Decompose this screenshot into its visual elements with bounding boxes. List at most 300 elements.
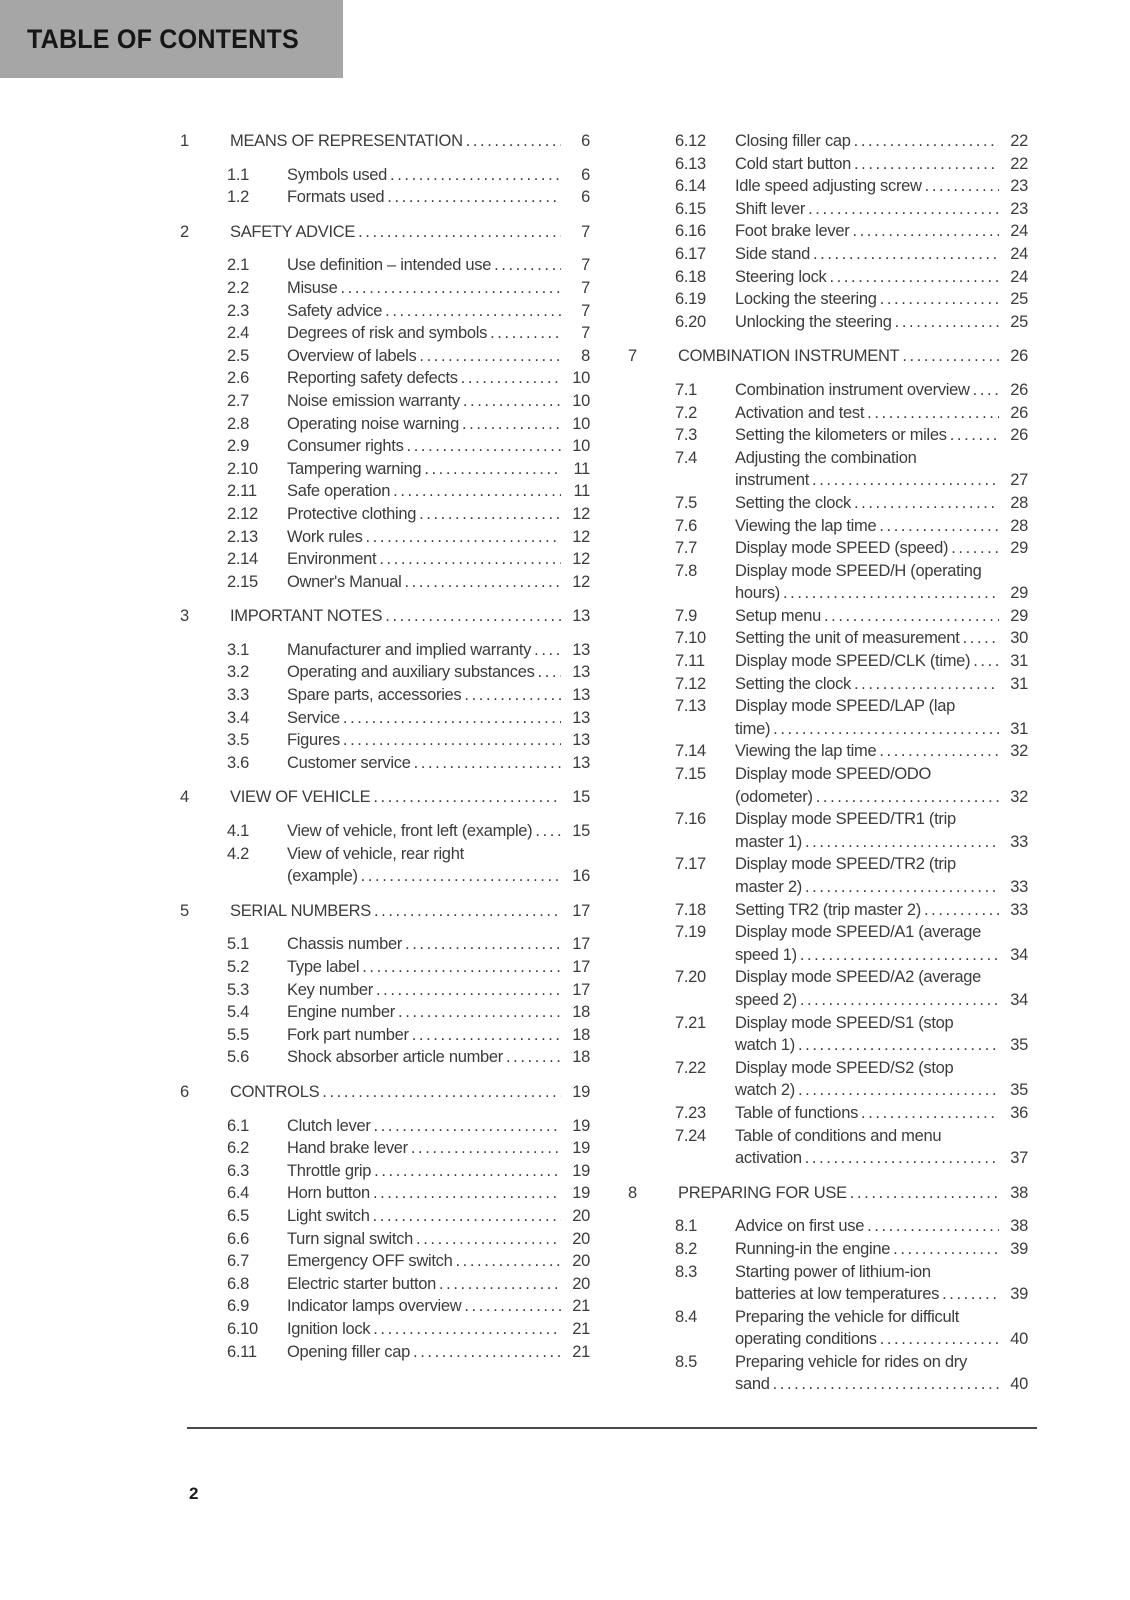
toc-entry <box>180 367 590 390</box>
toc-entry-title: Shock absorber article number <box>287 1048 503 1067</box>
toc-entry-title: Throttle grip <box>287 1161 372 1180</box>
toc-entry-title: Customer service <box>287 753 411 772</box>
toc-entry-title: Activation and test <box>735 403 865 422</box>
toc-entry <box>628 402 1028 425</box>
dot-leader <box>805 831 999 854</box>
toc-entry-body <box>735 515 1028 538</box>
toc-entry-line <box>735 899 1028 922</box>
dot-leader <box>416 1228 561 1251</box>
toc-entry <box>180 1318 590 1341</box>
toc-entry-title: Display mode SPEED/TR1 (trip <box>735 810 956 829</box>
toc-entry <box>180 413 590 436</box>
toc-entry-line <box>735 220 1028 243</box>
toc-entry-number: 6.20 <box>675 312 706 331</box>
toc-entry-page: 18 <box>572 1048 590 1067</box>
toc-entry-title: Formats used <box>287 188 385 207</box>
dot-leader <box>494 254 561 277</box>
toc-entry-title: Cold start button <box>735 154 851 173</box>
toc-entry-number: 3.3 <box>227 686 250 705</box>
dot-leader <box>464 1295 561 1318</box>
toc-entry-line <box>735 537 1028 560</box>
toc-entry-number: 7.24 <box>675 1126 706 1145</box>
toc-entry-title: Safety advice <box>287 301 383 320</box>
toc-entry-body <box>287 1295 590 1318</box>
toc-entry-page: 39 <box>1010 1239 1028 1258</box>
toc-entry-number: 6.3 <box>227 1161 250 1180</box>
toc-entry-title: Display mode SPEED/LAP (lap <box>735 697 955 716</box>
toc-section-title: VIEW OF VEHICLE <box>230 788 371 807</box>
toc-entry <box>180 345 590 368</box>
toc-columns <box>180 130 1028 1396</box>
dot-leader <box>343 729 561 752</box>
toc-entry-number: 6.4 <box>227 1184 250 1203</box>
toc-entry <box>180 684 590 707</box>
toc-entry <box>628 424 1028 447</box>
toc-entry-body <box>735 673 1028 696</box>
dot-leader <box>463 390 561 413</box>
toc-entry-number: 7.11 <box>675 652 705 671</box>
toc-entry <box>628 1306 1028 1351</box>
toc-entry-body <box>735 130 1028 153</box>
toc-entry <box>180 548 590 571</box>
toc-entry <box>628 198 1028 221</box>
dot-leader <box>387 186 561 209</box>
toc-entry-number: 6.14 <box>675 177 706 196</box>
toc-entry-title: Ignition lock <box>287 1319 371 1338</box>
toc-entry-number: 7.4 <box>675 448 698 467</box>
toc-entry-body <box>735 1012 1028 1057</box>
toc-section-number: 7 <box>628 347 637 366</box>
toc-entry-page: 7 <box>581 301 590 320</box>
toc-entry-line <box>287 435 590 458</box>
toc-entry-line <box>735 1125 1028 1148</box>
toc-entry-page: 13 <box>572 753 590 772</box>
dot-leader <box>424 458 561 481</box>
toc-entry-page: 6 <box>581 165 590 184</box>
toc-entry-line <box>287 729 590 752</box>
toc-entry-title-wrap: sand <box>735 1375 770 1394</box>
toc-entry-title: Safe operation <box>287 482 391 501</box>
dot-leader <box>411 1137 561 1160</box>
dot-leader <box>455 1250 561 1273</box>
toc-entry-body <box>287 684 590 707</box>
toc-entry-line <box>735 718 1028 741</box>
toc-entry-page: 40 <box>1010 1375 1028 1394</box>
toc-entry-line <box>735 469 1028 492</box>
toc-entry-page: 26 <box>1010 380 1028 399</box>
toc-entry-number: 7.10 <box>675 629 706 648</box>
toc-entry-body <box>735 1215 1028 1238</box>
toc-entry-number: 6.8 <box>227 1274 250 1293</box>
toc-entry <box>628 537 1028 560</box>
toc-entry-title: Display mode SPEED/TR2 (trip <box>735 855 956 874</box>
toc-entry-title: Running-in the engine <box>735 1239 891 1258</box>
toc-entry-title-wrap: speed 1) <box>735 945 797 964</box>
toc-entry-body <box>287 548 590 571</box>
toc-entry-title: Indicator lamps overview <box>287 1297 462 1316</box>
toc-entry-title: Display mode SPEED/S2 (stop <box>735 1058 954 1077</box>
toc-entry-line <box>735 966 1028 989</box>
toc-entry-number: 8.3 <box>675 1262 698 1281</box>
toc-entry-title-wrap: batteries at low temperatures <box>735 1285 940 1304</box>
toc-section-page: 7 <box>581 222 590 241</box>
toc-entry-body <box>735 1238 1028 1261</box>
toc-entry-number: 4.1 <box>227 822 250 841</box>
toc-entry-page: 10 <box>572 414 590 433</box>
toc-entry-page: 24 <box>1010 244 1028 263</box>
toc-entry-title: Display mode SPEED (speed) <box>735 539 949 558</box>
toc-entry-number: 2.14 <box>227 550 258 569</box>
toc-entry-body <box>287 571 590 594</box>
dot-leader <box>385 605 561 628</box>
toc-entry-body <box>735 605 1028 628</box>
toc-entry-line <box>735 1057 1028 1080</box>
toc-entry <box>628 560 1028 605</box>
toc-entry-title: Chassis number <box>287 935 403 954</box>
toc-entry-title: Table of functions <box>735 1103 859 1122</box>
toc-entry-title: Setting the clock <box>735 674 851 693</box>
toc-entry-line <box>735 266 1028 289</box>
toc-entry-line <box>287 843 590 866</box>
toc-section <box>628 1182 1028 1396</box>
toc-entry-body <box>735 288 1028 311</box>
toc-entry-line <box>287 503 590 526</box>
dot-leader <box>829 266 999 289</box>
dot-leader <box>854 492 999 515</box>
dot-leader <box>405 933 561 956</box>
toc-entry <box>180 933 590 956</box>
toc-entry <box>628 1102 1028 1125</box>
toc-entry-number: 6.6 <box>227 1229 250 1248</box>
toc-entry-body <box>287 729 590 752</box>
toc-section-title: COMBINATION INSTRUMENT <box>678 347 900 366</box>
toc-entry-page: 10 <box>572 437 590 456</box>
toc-entry-page: 13 <box>572 686 590 705</box>
toc-entry-title-wrap: instrument <box>735 471 810 490</box>
toc-entry-number: 7.17 <box>675 855 706 874</box>
toc-entry-body <box>735 695 1028 740</box>
toc-entry-line <box>735 175 1028 198</box>
toc-entry-number: 2.15 <box>227 572 258 591</box>
toc-entry-number: 2.7 <box>227 391 250 410</box>
toc-entry-body <box>287 1341 590 1364</box>
toc-entry-line <box>735 1079 1028 1102</box>
toc-entry-page: 20 <box>572 1274 590 1293</box>
toc-entry-line <box>735 921 1028 944</box>
dot-leader <box>798 1034 999 1057</box>
toc-entry <box>180 458 590 481</box>
toc-entry-body <box>735 627 1028 650</box>
toc-entry-title: Consumer rights <box>287 437 404 456</box>
toc-entry-title: Display mode SPEED/ODO <box>735 765 932 784</box>
toc-entry-body <box>287 1024 590 1047</box>
toc-entry-title: Key number <box>287 980 373 999</box>
toc-entry-number: 7.2 <box>675 403 698 422</box>
dot-leader <box>340 277 561 300</box>
toc-entry-page: 23 <box>1010 199 1028 218</box>
toc-entry-page: 17 <box>572 935 590 954</box>
toc-entry-number: 1.2 <box>227 188 250 207</box>
toc-entry-body <box>287 820 590 843</box>
toc-entry-number: 3.5 <box>227 731 250 750</box>
page-number: 2 <box>189 1484 199 1503</box>
dot-leader <box>773 718 999 741</box>
toc-entry-title: Idle speed adjusting screw <box>735 177 922 196</box>
dot-leader <box>390 164 561 187</box>
toc-entry <box>180 1182 590 1205</box>
toc-entry-number: 6.17 <box>675 244 706 263</box>
toc-entry-title: Setting the unit of measurement <box>735 629 960 648</box>
toc-entry-title: Overview of labels <box>287 346 417 365</box>
dot-leader <box>419 503 561 526</box>
toc-section-title: SERIAL NUMBERS <box>230 901 371 920</box>
toc-entry-body <box>287 435 590 458</box>
dot-leader <box>466 130 561 153</box>
toc-entry-page: 25 <box>1010 312 1028 331</box>
toc-entry-line <box>735 808 1028 831</box>
toc-entry <box>180 1115 590 1138</box>
toc-entry-page: 11 <box>573 459 590 478</box>
toc-entry-number: 7.16 <box>675 810 706 829</box>
toc-entry <box>180 1341 590 1364</box>
toc-entry-number: 6.7 <box>227 1252 250 1271</box>
toc-entry-title: Display mode SPEED/H (operating <box>735 561 982 580</box>
toc-entry-title: Advice on first use <box>735 1217 865 1236</box>
toc-section-title: SAFETY ADVICE <box>230 222 356 241</box>
dot-leader <box>925 175 999 198</box>
toc-entry-number: 6.15 <box>675 199 706 218</box>
dot-leader <box>419 345 561 368</box>
toc-entry <box>628 740 1028 763</box>
toc-entry <box>180 639 590 662</box>
toc-entry <box>628 921 1028 966</box>
toc-entry-title: Work rules <box>287 527 363 546</box>
toc-entry <box>628 311 1028 334</box>
toc-entry-body <box>735 266 1028 289</box>
toc-entry-title: Environment <box>287 550 377 569</box>
toc-entry <box>180 661 590 684</box>
dot-leader <box>813 243 999 266</box>
dot-leader <box>374 900 561 923</box>
toc-section <box>180 786 590 887</box>
toc-entry-title: Viewing the lap time <box>735 742 877 761</box>
toc-entry-title: Foot brake lever <box>735 222 850 241</box>
toc-entry-body <box>735 153 1028 176</box>
toc-entry-number: 5.3 <box>227 980 250 999</box>
toc-entry-body <box>287 1182 590 1205</box>
toc-entry-number: 6.16 <box>675 222 706 241</box>
toc-entry-title: Setting TR2 (trip master 2) <box>735 900 921 919</box>
toc-entry-line <box>735 1328 1028 1351</box>
toc-entry <box>180 1046 590 1069</box>
toc-entry-body <box>287 1001 590 1024</box>
toc-entry <box>628 853 1028 898</box>
toc-entry-body <box>287 707 590 730</box>
dot-leader <box>973 650 999 673</box>
toc-entry-number: 7.9 <box>675 606 698 625</box>
toc-entry-line <box>735 853 1028 876</box>
toc-entry <box>180 571 590 594</box>
dot-leader <box>812 469 999 492</box>
toc-entry-number: 2.9 <box>227 437 250 456</box>
toc-section-page: 38 <box>1010 1183 1028 1202</box>
toc-entry-line <box>287 480 590 503</box>
toc-entry-line <box>735 288 1028 311</box>
toc-entry <box>180 820 590 843</box>
dot-leader <box>366 526 561 549</box>
toc-entry-title: Viewing the lap time <box>735 516 877 535</box>
toc-entry-line <box>287 865 590 888</box>
toc-entry-page: 13 <box>572 640 590 659</box>
toc-entry <box>628 288 1028 311</box>
page-header <box>0 0 343 78</box>
toc-entry-line <box>287 1046 590 1069</box>
toc-entry-page: 8 <box>581 346 590 365</box>
toc-entry-title: Starting power of lithium-ion <box>735 1262 931 1281</box>
dot-leader <box>414 752 561 775</box>
toc-entry-title: Engine number <box>287 1003 396 1022</box>
toc-entry-title: Misuse <box>287 278 338 297</box>
dot-leader <box>374 1160 561 1183</box>
toc-entry-line <box>287 1205 590 1228</box>
dot-leader <box>854 130 999 153</box>
toc-entry-body <box>735 175 1028 198</box>
toc-entry-page: 12 <box>572 527 590 546</box>
toc-entry-line <box>735 786 1028 809</box>
toc-entry-page: 25 <box>1010 290 1028 309</box>
toc-entry-body <box>735 1306 1028 1351</box>
toc-entry-number: 2.10 <box>227 459 258 478</box>
toc-entry-line <box>735 153 1028 176</box>
toc-entry-number: 6.2 <box>227 1139 250 1158</box>
toc-entry-page: 37 <box>1010 1149 1028 1168</box>
toc-entry-page: 7 <box>581 324 590 343</box>
toc-entry-body <box>735 650 1028 673</box>
toc-entry-title: Display mode SPEED/CLK (time) <box>735 652 971 671</box>
toc-entry-line <box>735 944 1028 967</box>
toc-entry-number: 7.12 <box>675 674 706 693</box>
toc-entry-title: Turn signal switch <box>287 1229 414 1248</box>
toc-entry-line <box>735 627 1028 650</box>
toc-entry-title: Setting the clock <box>735 493 851 512</box>
toc-entry-page: 31 <box>1010 719 1028 738</box>
dot-leader <box>852 220 999 243</box>
toc-entry-page: 28 <box>1010 516 1028 535</box>
toc-entry-line <box>287 548 590 571</box>
toc-entry-number: 5.6 <box>227 1048 250 1067</box>
toc-entry <box>628 379 1028 402</box>
toc-entry-body <box>287 661 590 684</box>
toc-entry-body <box>287 979 590 1002</box>
toc-entry-line <box>735 1351 1028 1374</box>
toc-entry-title: Display mode SPEED/S1 (stop <box>735 1013 954 1032</box>
toc-entry-line <box>287 1295 590 1318</box>
dot-leader <box>805 876 999 899</box>
toc-entry-number: 2.12 <box>227 504 258 523</box>
toc-entry-body <box>735 1261 1028 1306</box>
toc-entry-title-wrap: operating conditions <box>735 1330 877 1349</box>
toc-entry-line <box>735 492 1028 515</box>
toc-entry-page: 12 <box>572 550 590 569</box>
toc-entry <box>628 130 1028 153</box>
toc-section-page: 17 <box>572 901 590 920</box>
toc-entry-title-wrap: hours) <box>735 584 780 603</box>
toc-section-number: 2 <box>180 222 189 241</box>
toc-entry <box>628 1057 1028 1102</box>
toc-entry-number: 8.2 <box>675 1239 698 1258</box>
toc-entry-number: 6.13 <box>675 154 706 173</box>
toc-column-right <box>628 130 1028 1396</box>
dot-leader <box>800 989 999 1012</box>
toc-entry-title: Symbols used <box>287 165 388 184</box>
toc-entry <box>628 1238 1028 1261</box>
toc-section <box>180 605 590 774</box>
toc-entry-page: 35 <box>1010 1036 1028 1055</box>
toc-entry-body <box>287 752 590 775</box>
toc-entry-title-wrap: activation <box>735 1149 802 1168</box>
toc-entry-title: Unlocking the steering <box>735 312 892 331</box>
toc-entry-page: 20 <box>572 1229 590 1248</box>
toc-entry-line <box>287 300 590 323</box>
dot-leader <box>398 1001 561 1024</box>
toc-entry <box>628 763 1028 808</box>
toc-entry-title: Spare parts, accessories <box>287 686 462 705</box>
toc-entry-line <box>287 1250 590 1273</box>
toc-entry-page: 21 <box>572 1319 590 1338</box>
toc-entry-page: 10 <box>572 369 590 388</box>
toc-entry-body <box>735 311 1028 334</box>
toc-section <box>180 130 590 209</box>
toc-entry-title: Locking the steering <box>735 290 877 309</box>
toc-entry-number: 2.13 <box>227 527 258 546</box>
dot-leader <box>854 153 999 176</box>
dot-leader <box>374 1115 561 1138</box>
toc-entry <box>628 673 1028 696</box>
toc-entry-line <box>287 1024 590 1047</box>
toc-entry <box>180 1205 590 1228</box>
toc-entry-line <box>735 1147 1028 1170</box>
toc-entry-number: 7.1 <box>675 380 698 399</box>
toc-entry <box>628 447 1028 492</box>
toc-entry-line <box>735 1102 1028 1125</box>
toc-entry-page: 24 <box>1010 222 1028 241</box>
toc-entry-body <box>735 447 1028 492</box>
toc-section <box>180 221 590 594</box>
dot-leader <box>942 1283 999 1306</box>
dot-leader <box>538 661 561 684</box>
toc-entry-line <box>287 186 590 209</box>
toc-entry-title: Owner's Manual <box>287 572 402 591</box>
toc-entry-number: 6.1 <box>227 1116 250 1135</box>
dot-leader <box>924 899 999 922</box>
toc-entry-page: 6 <box>581 188 590 207</box>
toc-section-number: 8 <box>628 1183 637 1202</box>
toc-section-title: CONTROLS <box>230 1082 320 1101</box>
toc-entry-line <box>735 243 1028 266</box>
toc-entry <box>180 843 590 888</box>
toc-entry-body <box>287 1160 590 1183</box>
toc-section-number: 3 <box>180 607 189 626</box>
toc-entry <box>180 277 590 300</box>
toc-entry <box>180 1001 590 1024</box>
toc-entry <box>628 627 1028 650</box>
toc-entry-number: 4.2 <box>227 844 250 863</box>
toc-entry-title: Closing filler cap <box>735 132 851 150</box>
dot-leader <box>902 345 999 368</box>
toc-entry-body <box>287 843 590 888</box>
toc-entry-body <box>735 1102 1028 1125</box>
toc-entry-line <box>287 345 590 368</box>
